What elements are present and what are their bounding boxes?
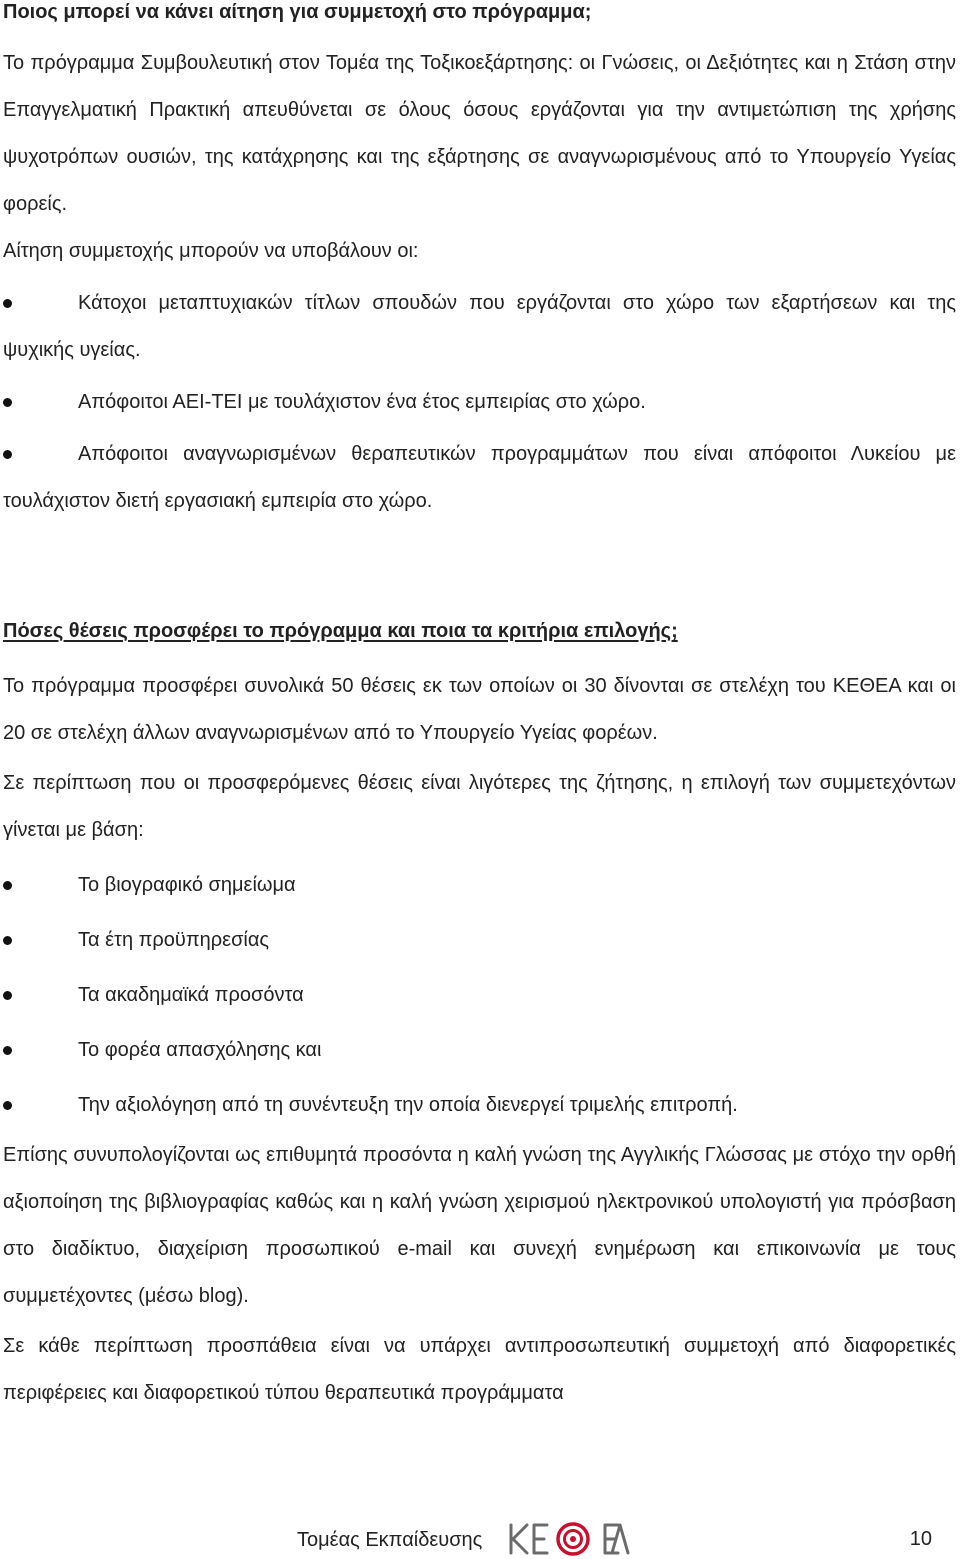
criteria-item: Το φορέα απασχόλησης και	[3, 1027, 956, 1074]
section1-heading: Ποιος μπορεί να κάνει αίτηση για συμμετοχή στο πρόγραμμα;	[3, 1, 592, 23]
eligibility-item: Απόφοιτοι αναγνωρισμένων θεραπευτικών προγραμμάτων που είναι απόφοιτοι Λυκείου με τουλάχιστον διετή εργασιακή εμπειρία στο χώρο.	[3, 431, 956, 525]
criteria-item: Τα έτη προϋπηρεσίας	[3, 917, 956, 964]
eligibility-item: Απόφοιτοι ΑΕΙ-ΤΕΙ με τουλάχιστον ένα έτος εμπειρίας στο χώρο.	[3, 379, 956, 426]
section2-heading: Πόσες θέσεις προσφέρει το πρόγραμμα και ποια τα κριτήρια επιλογής;	[3, 620, 678, 642]
footer-label: Τομέας Εκπαίδευσης	[297, 1529, 483, 1551]
section2-body	[3, 663, 956, 1417]
page-footer	[0, 1522, 960, 1558]
page-number: 10	[909, 1528, 932, 1550]
positions-paragraph: Το πρόγραμμα προσφέρει συνολικά 50 θέσεις εκ των οποίων οι 30 δίνονται σε στελέχη του ΚΕΘΕΑ και οι 20 σε στελέχη άλλων αναγνωρισμένων από το Υπουργείο Υγείας φορέων.	[3, 675, 956, 744]
criteria-item: Την αξιολόγηση από τη συνέντευξη την οποία διενεργεί τριμελής επιτροπή.	[3, 1082, 956, 1129]
kethea-logo	[507, 1522, 631, 1556]
section1-body	[3, 40, 956, 525]
eligibility-lead: Αίτηση συμμετοχής μπορούν να υποβάλουν οι:	[3, 240, 419, 262]
criteria-item: Τα ακαδημαϊκά προσόντα	[3, 972, 956, 1019]
intro-paragraph: Το πρόγραμμα Συμβουλευτική στον Τομέα της Τοξικοεξάρτησης: οι Γνώσεις, οι Δεξιότητες και η Στάση στην Επαγγελματική Πρακτική απευθύνεται σε όλους όσους εργάζονται για την αντιμετώπιση της χρήσης ψυχοτρόπων ουσιών, της κατάχρησης και της εξάρτησης σε αναγνωρισμένους από το Υπουργείο Υγείας φορείς.	[3, 52, 956, 215]
closing-paragraph: Σε κάθε περίπτωση προσπάθεια είναι να υπάρχει αντιπροσωπευτική συμμετοχή από διαφορετικές περιφέρειες και διαφορετικού τύπου θεραπευτικά προγράμματα	[3, 1335, 956, 1404]
selection-lead: Σε περίπτωση που οι προσφερόμενες θέσεις είναι λιγότερες της ζήτησης, η επιλογή των συμμετεχόντων γίνεται με βάση:	[3, 772, 956, 841]
extra-qualifications-paragraph: Επίσης συνυπολογίζονται ως επιθυμητά προσόντα η καλή γνώση της Αγγλικής Γλώσσας με στόχο την ορθή αξιοποίηση της βιβλιογραφίας καθώς και η καλή γνώση χειρισμού ηλεκτρονικού υπολογιστή για πρόσβαση στο διαδίκτυο, διαχείριση προσωπικού e-mail και συνεχή ενημέρωση και επικοινωνία με τους συμμετέχοντες (μέσω blog).	[3, 1144, 956, 1307]
eligibility-item: Κάτοχοι μεταπτυχιακών τίτλων σπουδών που εργάζονται στο χώρο των εξαρτήσεων και της ψυχικής υγείας.	[3, 280, 956, 374]
criteria-item: Το βιογραφικό σημείωμα	[3, 862, 956, 909]
